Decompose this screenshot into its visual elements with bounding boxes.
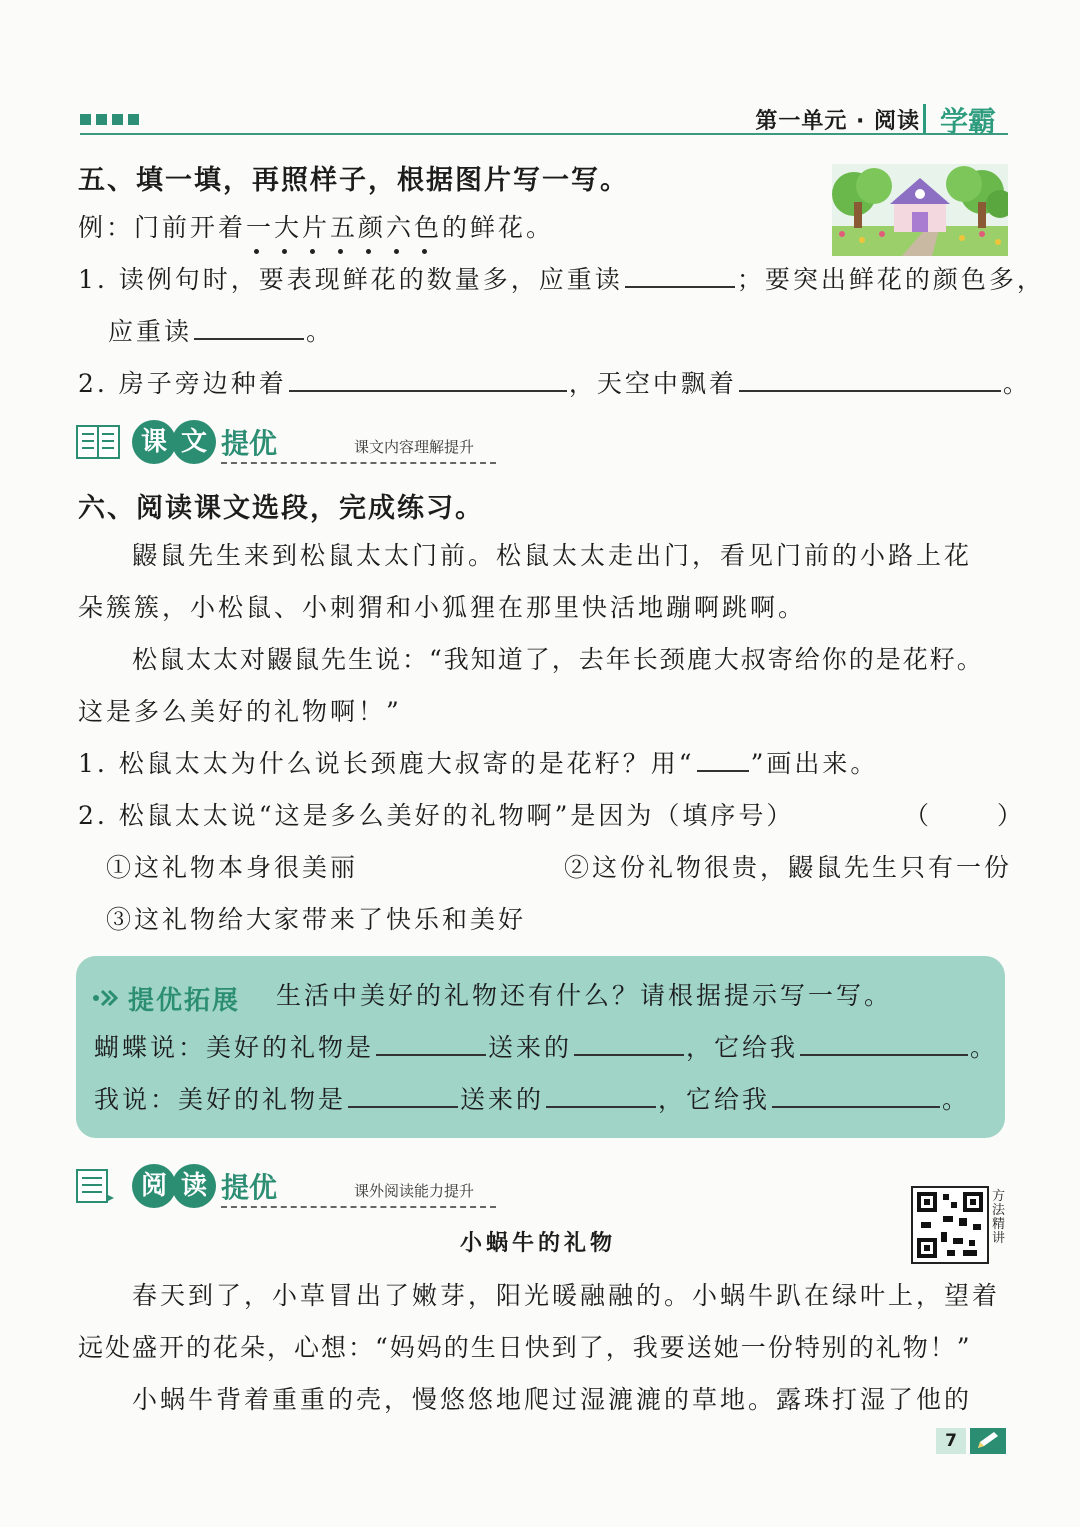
section5-example — [78, 210, 554, 246]
qr-code[interactable] — [911, 1186, 989, 1264]
option-2: ②这份礼物很贵，鼹鼠先生只有一份 — [564, 853, 1013, 882]
yuedu-label: 提优 — [221, 1171, 278, 1204]
q1-end: 。 — [306, 317, 335, 346]
example-suffix: 的鲜花。 — [442, 213, 555, 242]
passage-p1-line1: 鼹鼠先生来到松鼠太太门前。松鼠太太走出门，看见门前的小路上花 — [132, 541, 973, 570]
option-3: ③这礼物给大家带来了快乐和美好 — [106, 905, 527, 934]
answer-blank[interactable] — [625, 266, 735, 288]
section5-title: 五、填一填，再照样子，根据图片写一写。 — [78, 165, 629, 196]
section5-q1-line1 — [78, 262, 1045, 298]
story-title: 小蜗牛的礼物 — [460, 1230, 617, 1256]
answer-blank[interactable] — [376, 1034, 486, 1056]
story-line2: 远处盛开的花朵，心想：“妈妈的生日快到了，我要送她一份特别的礼物！” — [78, 1333, 972, 1362]
story-line1: 春天到了，小草冒出了嫩芽，阳光暖融融的。小蜗牛趴在绿叶上，望着 — [132, 1281, 1001, 1310]
q1-text-b: ；要突出鲜花的颜色多， — [736, 265, 1045, 294]
ext-l2-a: 我说：美好的礼物是 — [94, 1085, 347, 1114]
ext-l1-end: 。 — [970, 1033, 999, 1062]
section6-q1 — [78, 746, 878, 782]
page-number: 7 — [936, 1428, 966, 1454]
example-emphasis-text: 一大片五颜六色 — [246, 213, 443, 242]
answer-blank[interactable] — [194, 318, 304, 340]
extension-line2 — [94, 1082, 970, 1118]
answer-blank[interactable] — [289, 370, 567, 392]
answer-blank[interactable] — [546, 1086, 656, 1108]
q2-end: 。 — [1002, 369, 1031, 398]
list-icon — [76, 1168, 120, 1204]
q1-text-a: 1. 读例句时，要表现鲜花的数量多，应重读 — [78, 265, 623, 294]
header-square — [128, 114, 139, 125]
extension-box — [76, 956, 1005, 1138]
book-icon — [76, 424, 120, 460]
header-square — [80, 114, 91, 125]
s6-q1-text-b: ”画出来。 — [750, 749, 879, 778]
passage-p2-line1: 松鼠太太对鼹鼠先生说：“我知道了，去年长颈鹿大叔寄给你的是花籽。 — [132, 645, 984, 674]
answer-blank[interactable] — [348, 1086, 458, 1108]
answer-blank[interactable] — [800, 1034, 968, 1056]
answer-blank[interactable] — [697, 750, 749, 772]
extension-label: 提优拓展 — [128, 986, 241, 1016]
kewen-subtitle: 课文内容理解提升 — [354, 438, 475, 456]
ext-l1-b: 送来的 — [488, 1033, 573, 1062]
ext-l1-a: 蝴蝶说：美好的礼物是 — [94, 1033, 375, 1062]
example-emphasis — [246, 210, 442, 246]
answer-blank[interactable] — [739, 370, 1001, 392]
q1-text-c: 应重读 — [108, 317, 193, 346]
section6-title: 六、阅读课文选段，完成练习。 — [78, 493, 484, 524]
house-garden-illustration — [832, 164, 1008, 256]
yuedu-char-2: 读 — [172, 1164, 216, 1208]
story-line3: 小蜗牛背着重重的壳，慢悠悠地爬过湿漉漉的草地。露珠打湿了他的 — [132, 1385, 973, 1414]
answer-blank[interactable] — [772, 1086, 940, 1108]
q2-text-a: 2. 房子旁边种着 — [78, 369, 287, 398]
yuedu-dash — [221, 1206, 496, 1208]
kewen-char-1: 课 — [132, 420, 176, 464]
kewen-dash — [221, 462, 496, 464]
pencil-icon — [970, 1428, 1006, 1454]
double-chevron-icon — [92, 988, 118, 1008]
ext-l2-b: 送来的 — [460, 1085, 545, 1114]
header-rule — [80, 133, 1008, 135]
yuedu-subtitle: 课外阅读能力提升 — [354, 1182, 475, 1200]
yuedu-char-1: 阅 — [132, 1164, 176, 1208]
brand-logo: 学霸 — [939, 105, 996, 138]
extension-line1 — [94, 1030, 998, 1066]
option-1: ①这礼物本身很美丽 — [106, 853, 359, 882]
passage-p1-line2: 朵簇簇，小松鼠、小刺猬和小狐狸在那里快活地蹦啊跳啊。 — [78, 593, 807, 622]
q2-text-b: ，天空中飘着 — [568, 369, 737, 398]
answer-blank[interactable] — [574, 1034, 684, 1056]
passage-p2-line2: 这是多么美好的礼物啊！” — [78, 697, 402, 726]
kewen-label: 提优 — [221, 427, 278, 460]
section6-q2: 2. 松鼠太太说“这是多么美好的礼物啊”是因为（填序号） — [78, 801, 795, 830]
answer-paren[interactable]: （ ） — [904, 801, 1029, 830]
s6-q1-text-a: 1. 松鼠太太为什么说长颈鹿大叔寄的是花籽？用“ — [78, 749, 695, 778]
header-square — [96, 114, 107, 125]
yuedu-section-header — [76, 1164, 536, 1208]
ext-l1-c: ，它给我 — [686, 1033, 799, 1062]
header-square — [112, 114, 123, 125]
extension-prompt: 生活中美好的礼物还有什么？请根据提示写一写。 — [276, 981, 893, 1010]
example-prefix: 例：门前开着 — [78, 213, 247, 242]
unit-title: 第一单元 · 阅读 — [755, 109, 920, 134]
header-divider — [923, 104, 926, 134]
ext-l2-c: ，它给我 — [658, 1085, 771, 1114]
section5-q2 — [78, 366, 1031, 402]
qr-side-label: 方法精讲 — [992, 1189, 1006, 1246]
kewen-char-2: 文 — [172, 420, 216, 464]
section5-q1-line2 — [108, 314, 334, 350]
page-number-badge — [936, 1428, 1008, 1454]
kewen-section-header — [76, 420, 536, 464]
ext-l2-end: 。 — [942, 1085, 971, 1114]
